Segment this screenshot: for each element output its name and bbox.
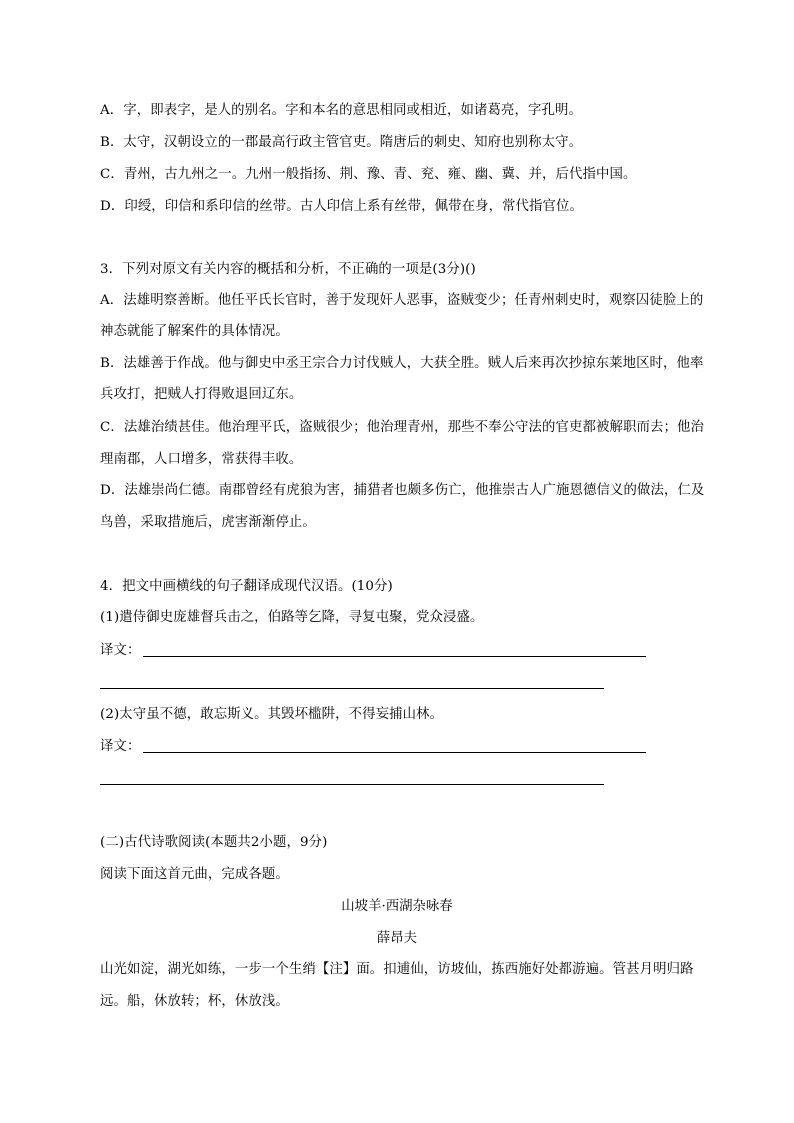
poem-text-line-1: 山光如淀，湖光如练，一步一个生绡【注】面。扣逋仙，访坡仙，拣西施好处都游遍。管甚月明归路 xyxy=(100,962,694,977)
q3-option-a-line1: A．法雄明察善断。他任平氏长官时，善于发现奸人恶事，盗贼变少；任青州刺史时，观察囚徒脸上的 xyxy=(100,293,704,308)
q2-option-a: A．字，即表字，是人的别名。字和本名的意思相同或相近，如诸葛亮，字孔明。 xyxy=(100,103,582,118)
q3-option-a-line2: 神态就能了解案件的具体情况。 xyxy=(100,324,289,339)
q4-sentence-2: (2)太守虽不德，敢忘斯义。其毁坏槛阱，不得妄捕山林。 xyxy=(100,707,444,722)
q3-stem: 3．下列对原文有关内容的概括和分析，不正确的一项是(3分)() xyxy=(100,262,476,277)
q3-option-d-line1: D．法雄崇尚仁德。南郡曾经有虎狼为害，捕猎者也颇多伤亡，他推崇古人广施恩德信义的做法，仁及 xyxy=(100,483,705,498)
q3-option-b-line2: 兵攻打，把贼人打得败退回辽东。 xyxy=(100,387,303,402)
q4-answer-label-2: 译文： xyxy=(100,739,141,754)
answer-line xyxy=(100,784,604,785)
q2-option-b: B．太守，汉朝设立的一郡最高行政主管官吏。隋唐后的刺史、知府也别称太守。 xyxy=(100,135,583,150)
answer-line xyxy=(143,656,646,657)
q3-option-c-line1: C．法雄治绩甚佳。他治理平氏，盗贼很少；他治理青州，那些不奉公守法的官吏都被解职而去；他治 xyxy=(100,420,704,435)
q4-sentence-1: (1)遣侍御史庞雄督兵击之，伯路等乞降，寻复屯聚，党众浸盛。 xyxy=(100,610,484,625)
poetry-section-heading: (二)古代诗歌阅读(本题共2小题，9分) xyxy=(100,835,328,850)
q4-stem: 4．把文中画横线的句子翻译成现代汉语。(10分) xyxy=(100,579,393,594)
poem-title: 山坡羊·西湖杂咏春 xyxy=(341,899,453,914)
q3-option-c-line2: 理南郡，人口增多，常获得丰收。 xyxy=(100,452,303,467)
q4-answer-label-1: 译文： xyxy=(100,643,141,658)
answer-line xyxy=(100,688,604,689)
q2-option-d: D．印绶，印信和系印信的丝带。古人印信上系有丝带，佩带在身，常代指官位。 xyxy=(100,199,584,214)
q2-option-c: C．青州，古九州之一。九州一般指扬、荆、豫、青、兖、雍、幽、冀、并，后代指中国。 xyxy=(100,167,637,182)
answer-line xyxy=(143,752,646,753)
q3-option-b-line1: B．法雄善于作战。他与御史中丞王宗合力讨伐贼人，大获全胜。贼人后来再次抄掠东莱地区时，他率 xyxy=(100,356,704,371)
poetry-instruction: 阅读下面这首元曲，完成各题。 xyxy=(100,867,289,882)
poem-author: 薛昂夫 xyxy=(376,931,418,946)
q3-option-d-line2: 鸟兽，采取措施后，虎害渐渐停止。 xyxy=(100,515,316,530)
poem-text-line-2: 远。船，休放转；杯，休放浅。 xyxy=(100,994,289,1009)
